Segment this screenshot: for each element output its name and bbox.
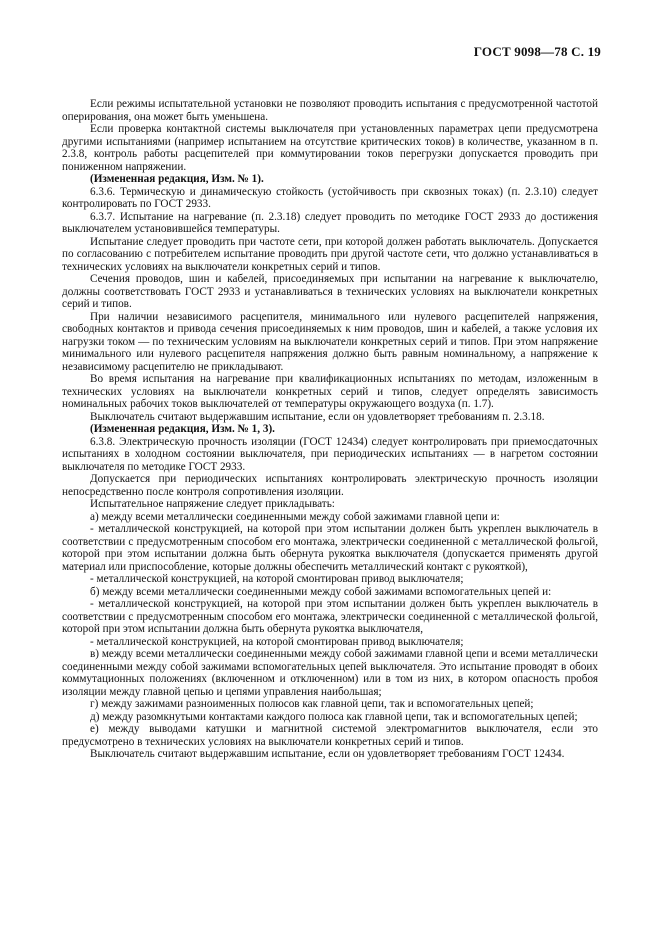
paragraph: - металлической конструкцией, на которой смонтирован привод выключателя;	[90, 573, 464, 585]
document-body	[62, 98, 598, 761]
paragraph: - металлической конструкцией, на которой при этом испытании должен быть укреплен выключатель в соответствии с предусмотренным способом его монтажа, электрически соединенной с металлической фольгой, которой при этом испытании должна быть обернута рукоятка выключателя (допускается применять другой материал или приспособление, которые должны обеспечить металлический контакт с рукояткой),	[62, 523, 598, 573]
paragraph: 6.3.8. Электрическую прочность изоляции (ГОСТ 12434) следует контролировать при приемосдаточных испытаниях в холодном состоянии выключателя, при периодических испытаниях — в нагретом состоянии выключателя по методике ГОСТ 2933.	[62, 435, 598, 473]
paragraph: Во время испытания на нагревание при квалификационных испытаниях по методам, изложенным в технических условиях на выключатели конкретных серий и типов, следует определять зависимость номинальных рабочих токов выключателей от температуры окружающего воздуха (п. 1.7).	[62, 373, 598, 410]
paragraph: Сечения проводов, шин и кабелей, присоединяемых при испытании на нагревание к выключателю, должны соответствовать ГОСТ 2933 и устанавливаться в технических условиях на выключатели конкретных серий и типов.	[62, 273, 598, 310]
paragraph: Если проверка контактной системы выключателя при установленных параметрах цепи предусмотрена другими испытаниями (например испытанием на отсутствие критических токов) в количестве, указанном в п. 2.3.8, контроль работы расцепителей при коммутировании токов перегрузки допускается проводить при пониженном напряжении.	[62, 123, 598, 173]
amendment-note: (Измененная редакция, Изм. № 1).	[90, 173, 264, 185]
paragraph: 6.3.7. Испытание на нагревание (п. 2.3.18) следует проводить по методике ГОСТ 2933 до достижения выключателем установившейся температуры.	[62, 210, 598, 235]
amendment-note: (Измененная редакция, Изм. № 1, 3).	[90, 423, 275, 435]
paragraph: Допускается при периодических испытаниях контролировать электрическую прочность изоляции непосредственно после контроля сопротивления изоляции.	[62, 473, 598, 498]
paragraph: д) между разомкнутыми контактами каждого полюса как главной цепи, так и вспомогательных цепей;	[90, 710, 578, 723]
paragraph: Выключатель считают выдержавшим испытание, если он удовлетворяет требованиям п. 2.3.18.	[90, 410, 545, 423]
paragraph: в) между всеми металлически соединенными между собой зажимами главной цепи и всеми металлически соединенными между собой зажимами вспомогательных цепей выключателя. Это испытание проводят в обоих коммутационных положениях (включенном и отключенном) или в том из них, в котором опасность пробоя изоляции между главной цепью и цепями управления наибольшая;	[62, 648, 598, 698]
paragraph: 6.3.6. Термическую и динамическую стойкость (устойчивость при сквозных токах) (п. 2.3.10) следует контролировать по ГОСТ 2933.	[62, 185, 598, 210]
paragraph: г) между зажимами разноименных полюсов как главной цепи, так и вспомогательных цепей;	[90, 698, 534, 710]
paragraph: - металлической конструкцией, на которой смонтирован привод выключателя;	[90, 635, 464, 648]
paragraph: При наличии независимого расцепителя, минимального или нулевого расцепителей напряжения, свободных контактов и привода сечения присоединяемых к ним проводов, шин и кабелей, а также условия их нагрузки током — по техническим условиям на выключатели конкретных серий и типов. При этом напряжение минимального или нулевого расцепителя напряжения должно быть равным номинальному, а напряжение к независимому расцепителю не прикладывают.	[62, 310, 598, 373]
paragraph: е) между выводами катушки и магнитной системой электромагнитов выключателя, если это предусмотрено в технических условиях на выключатели конкретных серий и типов.	[62, 723, 598, 748]
paragraph: Если режимы испытательной установки не позволяют проводить испытания с предусмотренной частотой оперирования, она может быть уменьшена.	[62, 98, 598, 123]
paragraph: Выключатель считают выдержавшим испытание, если он удовлетворяет требованиям ГОСТ 12434.	[90, 748, 565, 760]
paragraph: а) между всеми металлически соединенными между собой зажимами главной цепи и:	[90, 510, 500, 523]
paragraph: б) между всеми металлически соединенными между собой зажимами вспомогательных цепей и:	[90, 585, 552, 598]
paragraph: - металлической конструкцией, на которой при этом испытании должен быть укреплен выключатель в соответствии с предусмотренным способом его монтажа, электрически соединенной с металлической фольгой, которой при этом испытании должна быть обернута рукоятка выключателя,	[62, 598, 598, 635]
paragraph: Испытательное напряжение следует прикладывать:	[90, 498, 335, 510]
paragraph: Испытание следует проводить при частоте сети, при которой должен работать выключатель. Допускается по согласованию с потребителем испытание проводить при другой частоте сети, что должно устанавливаться в технических условиях на выключатели конкретных серий и типов.	[62, 235, 598, 273]
page-header: ГОСТ 9098—78 С. 19	[473, 44, 601, 59]
